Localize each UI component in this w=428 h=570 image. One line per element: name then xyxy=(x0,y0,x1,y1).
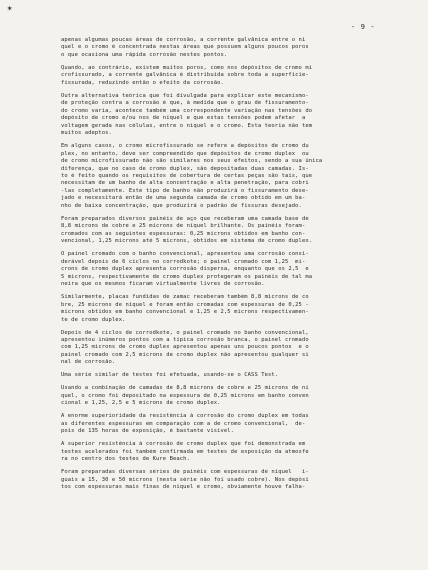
text-line: 5 microns, respectivamente de cromo duplex protegeram os painéis de tal ma xyxy=(61,273,313,280)
text-line: A superior resistência à corrosão de cromo duplex que foi demonstrada em xyxy=(61,441,306,448)
text-line: to é feito quando os requisitos de cobertura de certas peças são tais, que xyxy=(61,173,313,180)
text-line: Foram preparados diversos painéis de aço que receberam uma camada base de xyxy=(61,215,309,222)
text-line: nho de baixa concentração, que produzirá o padrão de fissuras desejado. xyxy=(61,202,302,209)
paragraph xyxy=(61,216,416,246)
page-number: - 9 - xyxy=(351,22,376,31)
paragraph xyxy=(61,294,416,324)
text-line: Quando, ao contrário, existem muitos poros, como nos depósitos de cromo mi xyxy=(61,64,313,71)
text-line: painel cromado com 2,5 microns de cromo duplex não apresentou qualquer si xyxy=(61,351,309,358)
text-line: vencional, 1,25 microns até 5 microns, obtidos em sistema de cromo duplex. xyxy=(61,238,313,245)
text-line: quel, o cromo foi depositado na espessura de 0,25 microns em banho conven xyxy=(61,392,309,399)
text-line: Em alguns casos, o cromo microfissurado se refere a depósitos de cromo du xyxy=(61,143,309,150)
text-line: Foram preparadas diversas séries de painéis com espessuras de níquel i- xyxy=(61,469,309,476)
text-line: -las completamente. Êste tipo de banho não produzirá o fissuramento dese- xyxy=(61,187,309,194)
text-line: as diferentes espessuras em comparação com a de cromo convencional, de- xyxy=(61,420,306,427)
text-line: de proteção contra a corrosão é que, à medida que o grau de fissuramento- xyxy=(61,100,309,107)
paragraph xyxy=(61,413,416,435)
text-line: quel e o cromo é concentrada nestas áreas que possuem alguns poucos poros xyxy=(61,44,309,51)
text-line: voltagem gerada nas células, entre o níquel e o cromo. Esta teoria não tem xyxy=(61,122,313,129)
text-line: apenas algumas poucas áreas de corrosão, a corrente galvânica entre o ní xyxy=(61,37,306,43)
text-line: O painel cromado com o banho convencional, apresentou uma corrosão consi- xyxy=(61,251,309,258)
text-line: cromados com as seguintes espessuras: 0,25 microns obtidos em banho con- xyxy=(61,230,306,237)
text-line: A enorme superioridade da resistência à corrosão do cromo duplex em todas xyxy=(61,413,309,420)
text-line: Outra alternativa teórica que foi divulgada para explicar este mecanismo- xyxy=(61,92,309,99)
paragraph xyxy=(61,385,416,407)
text-line: microns obtidos em banho convencional e 1,25 e 2,5 microns respectivamen- xyxy=(61,309,309,316)
text-line: Usando a combinação de camadas de 8,8 microns de cobre e 25 microns de ní xyxy=(61,385,309,392)
text-line: fissurada, reduzindo então o efeito da corrosão. xyxy=(61,79,224,86)
paragraph xyxy=(61,330,416,367)
text-line: jado e necessitará então de uma segunda camada de cromo obtido em um ba- xyxy=(61,195,306,202)
text-line: bre, 25 microns de níquel e foram então cromadas com espessuras de 0,25 - xyxy=(61,301,309,308)
text-line: Similarmente, placas fundidas de zamac receberam também 8,8 microns de co xyxy=(61,294,309,301)
text-line: pois de 135 horas de exposição, é bastante visível. xyxy=(61,428,235,435)
text-line: 8,8 microns de cobre e 25 microns de níquel brilhante. Os painéis foram- xyxy=(61,223,306,230)
paragraph xyxy=(61,251,416,288)
paragraph xyxy=(61,93,416,138)
text-line: Depois de 4 ciclos de corrodkote, o painel cromado no banho convencional, xyxy=(61,329,309,336)
text-line: do cromo varia, acontece também uma correspondente variação nas tensões do xyxy=(61,107,313,114)
text-line: com 1,25 microns de cromo duplex apresentou apenas uns poucos pontos e o xyxy=(61,344,309,351)
text-line: derável depois de 6 ciclos no corrodkote; o painel cromado com 1,25 mi- xyxy=(61,258,306,265)
corner-mark: ✶ xyxy=(7,4,13,14)
text-line: depósito de cromo e/ou nos de níquel e que estas tensões podem afetar a xyxy=(61,115,306,122)
text-line: te de cromo duplex. xyxy=(61,316,126,323)
text-line: necessitam de um banho de alta concentração e alta penetração, para cobri xyxy=(61,180,309,187)
text-line: plex, no entanto, deve ser compreendido que depósitos de cromo duplex ou xyxy=(61,150,309,157)
text-line: apresentou inúmeros pontos com a típica corrosão branca, o painel cromado xyxy=(61,337,309,344)
document-body xyxy=(61,37,416,497)
text-line: ra no centro dos testes de Kure Beach. xyxy=(61,456,190,463)
text-line: de cromo microfissurado não são similares nos seus efeitos, sendo a sua única xyxy=(61,158,323,165)
paragraph xyxy=(61,65,416,87)
text-line: crofissurado, a corrente galvânica é distribuída sobre toda a superfície- xyxy=(61,72,309,79)
text-line: neira que os mesmos ficaram virtualmente livres de corrosão. xyxy=(61,281,265,288)
paragraph xyxy=(61,469,416,491)
text-line: o que ocasiona uma rápida corrosão nestes pontos. xyxy=(61,51,228,58)
text-line: testes acelerados foi também confirmada em testes de exposição da atmosfe xyxy=(61,448,309,455)
paragraph xyxy=(61,37,416,59)
text-line: muitos adeptos. xyxy=(61,130,112,137)
text-line: crons de cromo duplex apresenta corrosão dispersa, enquanto que os 2,5 e xyxy=(61,266,309,273)
paragraph xyxy=(61,372,416,379)
text-line: cional e 1,25, 2,5 e 5 microns de cromo duplex. xyxy=(61,400,221,407)
paragraph xyxy=(61,143,416,210)
text-line: guais a 15, 30 e 50 microns (nesta série não foi usado cobre). Nos depósi xyxy=(61,476,309,483)
text-line: Uma série similar de testes foi efetuada, usando-se o CASS Test. xyxy=(61,372,279,379)
paragraph xyxy=(61,441,416,463)
text-line: nal de corrosão. xyxy=(61,359,116,366)
text-line: tos com espessuras mais finas de níquel e cromo, obviamente houve falha- xyxy=(61,484,306,491)
text-line: diferença, que no caso de cromo duplex, são depositadas duas camadas. Is- xyxy=(61,165,309,172)
